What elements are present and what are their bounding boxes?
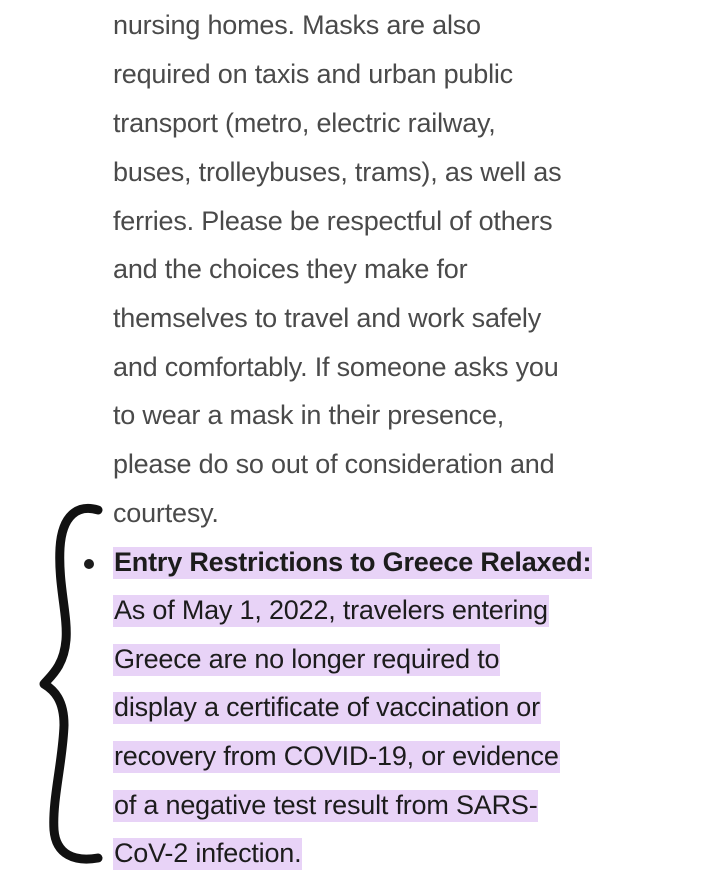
- paragraph-line-11: courtesy.: [113, 498, 219, 528]
- bullet-text-2: Greece are no longer required to: [114, 644, 500, 674]
- bullet-text-1: As of May 1, 2022, travelers entering: [114, 595, 548, 625]
- bullet-text-6: CoV-2 infection.: [114, 838, 302, 868]
- paragraph-line-9: to wear a mask in their presence,: [113, 400, 505, 430]
- bullet-line-1: [113, 593, 549, 627]
- bullet-line-4: [113, 739, 560, 773]
- bullet-line-2: [113, 642, 500, 676]
- paragraph-line-7: themselves to travel and work safely: [113, 303, 541, 333]
- paragraph-line-5: ferries. Please be respectful of others: [113, 206, 553, 236]
- paragraph-line-1: nursing homes. Masks are also: [113, 10, 481, 40]
- bullet-text-4: recovery from COVID-19, or evidence: [114, 741, 559, 771]
- bullet-line-6: [113, 836, 302, 870]
- paragraph-line-3: transport (metro, electric railway,: [113, 108, 496, 138]
- paragraph-line-4: buses, trolleybuses, trams), as well as: [113, 157, 562, 187]
- paragraph-line-6: and the choices they make for: [113, 254, 468, 284]
- bullet-line-5: [113, 788, 538, 822]
- paragraph-line-2: required on taxis and urban public: [113, 59, 513, 89]
- bullet-heading: Entry Restrictions to Greece Relaxed:: [114, 547, 592, 577]
- bullet-line-3: [113, 690, 541, 724]
- paragraph-line-8: and comfortably. If someone asks you: [113, 352, 559, 382]
- bullet-heading-line: [113, 545, 592, 579]
- bullet-text-3: display a certificate of vaccination or: [114, 692, 540, 722]
- bullet-text-5: of a negative test result from SARS-: [114, 790, 538, 820]
- bullet-dot: [84, 559, 94, 569]
- paragraph-line-10: please do so out of consideration and: [113, 449, 555, 479]
